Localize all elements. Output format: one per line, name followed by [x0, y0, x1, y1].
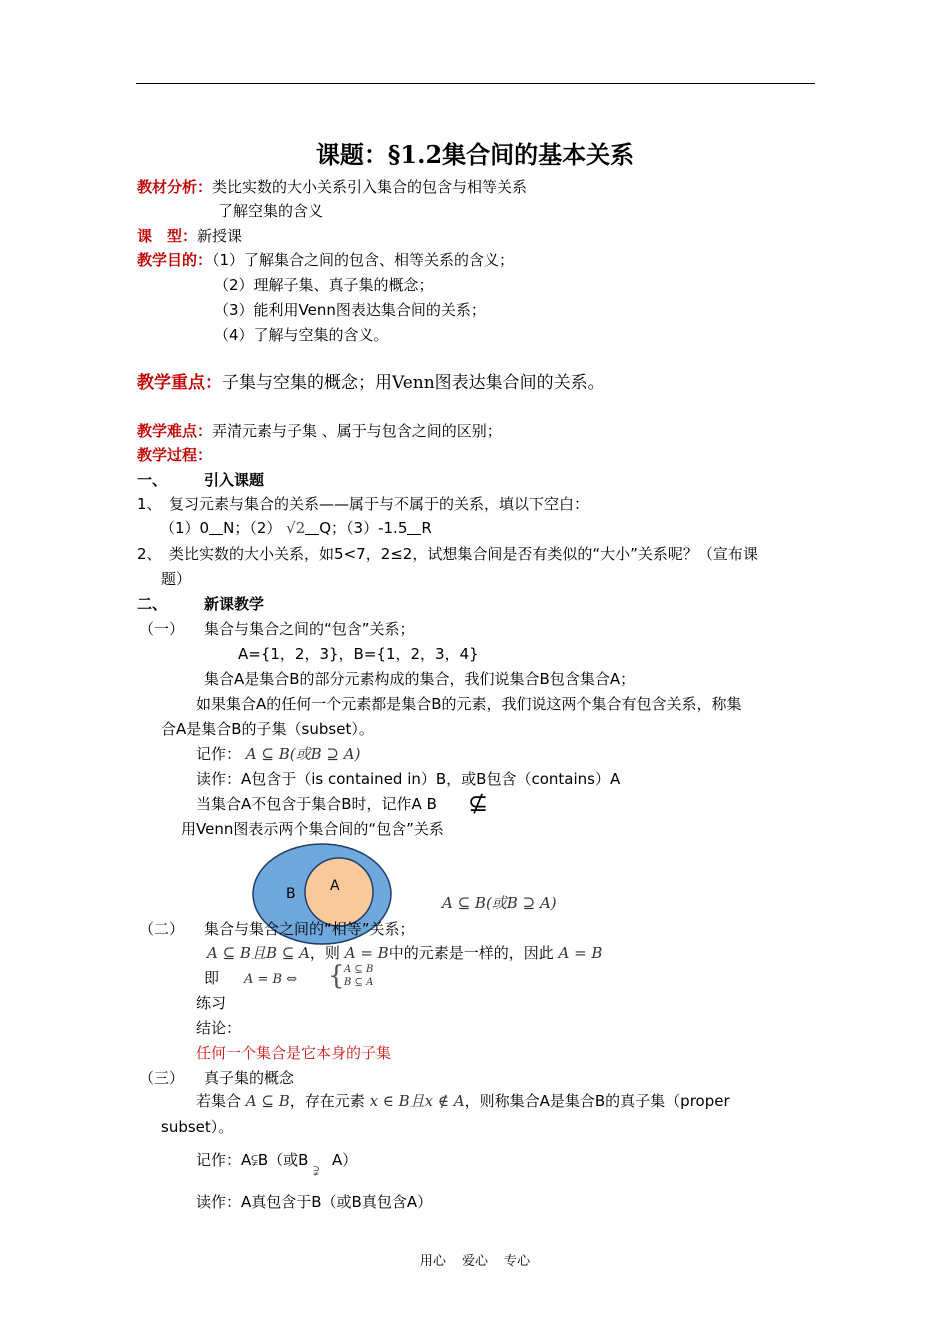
part-1-line2a: 如果集合A的任何一个元素都是集合B的元素，我们说这两个集合有包含关系，称集	[196, 695, 742, 713]
venn-caption: 用Venn图表示两个集合间的“包含”关系	[181, 820, 444, 838]
analysis-row	[137, 177, 527, 197]
equality-eq1: A = B	[344, 944, 389, 962]
equality-condition: A ⊆ B且B ⊆ A	[207, 944, 310, 962]
proper-write-row	[196, 1150, 358, 1179]
write-label: 记作：	[196, 745, 242, 763]
blank-1	[209, 520, 223, 535]
difficulty-value: 弄清元素与子集 、属于与包含之间的区别；	[212, 422, 502, 440]
difficulty-row	[137, 421, 502, 441]
brace-bottom: B ⊆ A	[344, 977, 374, 988]
equality-eq2: A = B	[558, 944, 603, 962]
goal-item: （3）能利用Venn图表达集合间的关系；	[214, 301, 486, 319]
part-1-line1: 集合A是集合B的部分元素构成的集合，我们说集合B包含集合A；	[204, 670, 636, 688]
part-1-line2b: 合A是集合B的子集（subset）。	[161, 720, 374, 738]
venn-math: A ⊆ B(或B ⊇ A)	[442, 894, 557, 912]
header-rule	[136, 83, 815, 84]
section-2-num: 二、	[137, 595, 168, 613]
ji-label: 即	[204, 969, 220, 987]
analysis-line1: 类比实数的大小关系引入集合的包含与相等关系	[212, 178, 528, 196]
equality-then: ，则	[309, 944, 340, 962]
key-value: 子集与空集的概念；用Venn图表达集合间的关系。	[222, 373, 605, 393]
analysis-line2: 了解空集的含义	[218, 202, 324, 220]
goal-item: （1）了解集合之间的包含、相等关系的含义；	[212, 251, 515, 269]
goals-row	[137, 250, 514, 270]
key-label: 教学重点：	[137, 373, 222, 393]
example-sets: A={1，2，3}，B={1，2，3，4}	[238, 645, 479, 663]
section-2-title: 新课教学	[204, 595, 265, 613]
proper-exists: ，存在元素	[289, 1092, 365, 1110]
blank-2	[305, 520, 319, 535]
proper-if: 若集合	[196, 1092, 242, 1110]
question-2-line1: 2、 类比实数的大小关系，如5<7，2≤2，试想集合间是否有类似的“大小”关系呢？（宣布课	[137, 545, 758, 563]
blank-1-prefix: （1）0	[160, 519, 210, 537]
goal-item: （4）了解与空集的含义。	[214, 326, 389, 344]
part-2-title: 集合与集合之间的“相等”关系；	[204, 920, 415, 938]
write-math: A ⊆ B(或B ⊇ A)	[245, 745, 361, 763]
section-1-title: 引入课题	[204, 471, 265, 489]
brace-top: A ⊆ B	[344, 964, 374, 975]
part-3-num: （三）	[139, 1069, 185, 1087]
proper-then: ，则称集合A是集合B的真子集（proper	[464, 1092, 730, 1110]
not-subset-symbol: ⊈	[468, 789, 489, 817]
question-1-blanks	[160, 518, 432, 538]
conclusion-text: 任何一个集合是它本身的子集	[196, 1044, 392, 1062]
part-1-num: （一）	[139, 620, 185, 638]
sqrt2: √2	[286, 519, 306, 537]
venn-label-b: B	[286, 886, 296, 902]
practice-label: 练习	[196, 994, 227, 1012]
goals-label: 教学目的：	[137, 251, 213, 269]
venn-label-a: A	[330, 878, 340, 894]
write-row	[196, 744, 360, 764]
proper-superset-symbol: ⫌	[313, 1164, 319, 1179]
page-title: 课题：§1.2集合间的基本关系	[315, 140, 635, 169]
proper-write: 记作：A⫋B（或B	[196, 1151, 309, 1169]
blank-3	[407, 520, 421, 535]
blank-3-prefix: Q；（3）-1.5	[319, 519, 408, 537]
proper-math-2: x ∈ B且x ∉ A	[369, 1092, 465, 1110]
conclusion-label: 结论：	[196, 1019, 242, 1037]
analysis-label: 教材分析：	[137, 178, 213, 196]
iff-math: A = B ⇔	[244, 972, 298, 987]
process-label: 教学过程：	[137, 446, 213, 464]
part-2-num: （二）	[139, 920, 185, 938]
proper-subset-end: subset）。	[161, 1118, 234, 1136]
not-subset-line: 当集合A不包含于集合B时，记作A B	[196, 795, 437, 813]
proper-write-end: A）	[332, 1151, 358, 1169]
question-1: 1、 复习元素与集合的关系——属于与不属于的关系，填以下空白：	[137, 495, 590, 513]
blank-2-prefix: N；（2）	[223, 519, 282, 537]
footer-item: 专心	[504, 1254, 531, 1269]
goal-item: （2）理解子集、真子集的概念；	[214, 276, 434, 294]
section-1-num: 一、	[137, 471, 168, 489]
part-3-title: 真子集的概念	[204, 1069, 295, 1087]
question-2-line2: 题）	[161, 570, 192, 588]
footer-item: 爱心	[461, 1254, 488, 1269]
difficulty-label: 教学难点：	[137, 422, 213, 440]
proper-read: 读作：A真包含于B（或B真包含A）	[196, 1193, 433, 1211]
equality-row	[207, 943, 602, 963]
blank-3-suffix: R	[421, 519, 432, 537]
read-line: 读作：A包含于（is contained in）B，或B包含（contains）A	[196, 770, 621, 788]
type-label: 课 型：	[137, 227, 198, 245]
brace: {	[328, 961, 345, 991]
proper-subset-row	[196, 1091, 730, 1111]
part-1-title: 集合与集合之间的“包含”关系；	[204, 620, 415, 638]
page-footer	[0, 1250, 950, 1269]
type-row	[137, 226, 242, 246]
proper-math-1: A ⊆ B	[245, 1092, 290, 1110]
equality-mid: 中的元素是一样的，因此	[388, 944, 554, 962]
key-row	[137, 371, 605, 395]
type-value: 新授课	[197, 227, 243, 245]
footer-item: 用心	[419, 1254, 446, 1269]
